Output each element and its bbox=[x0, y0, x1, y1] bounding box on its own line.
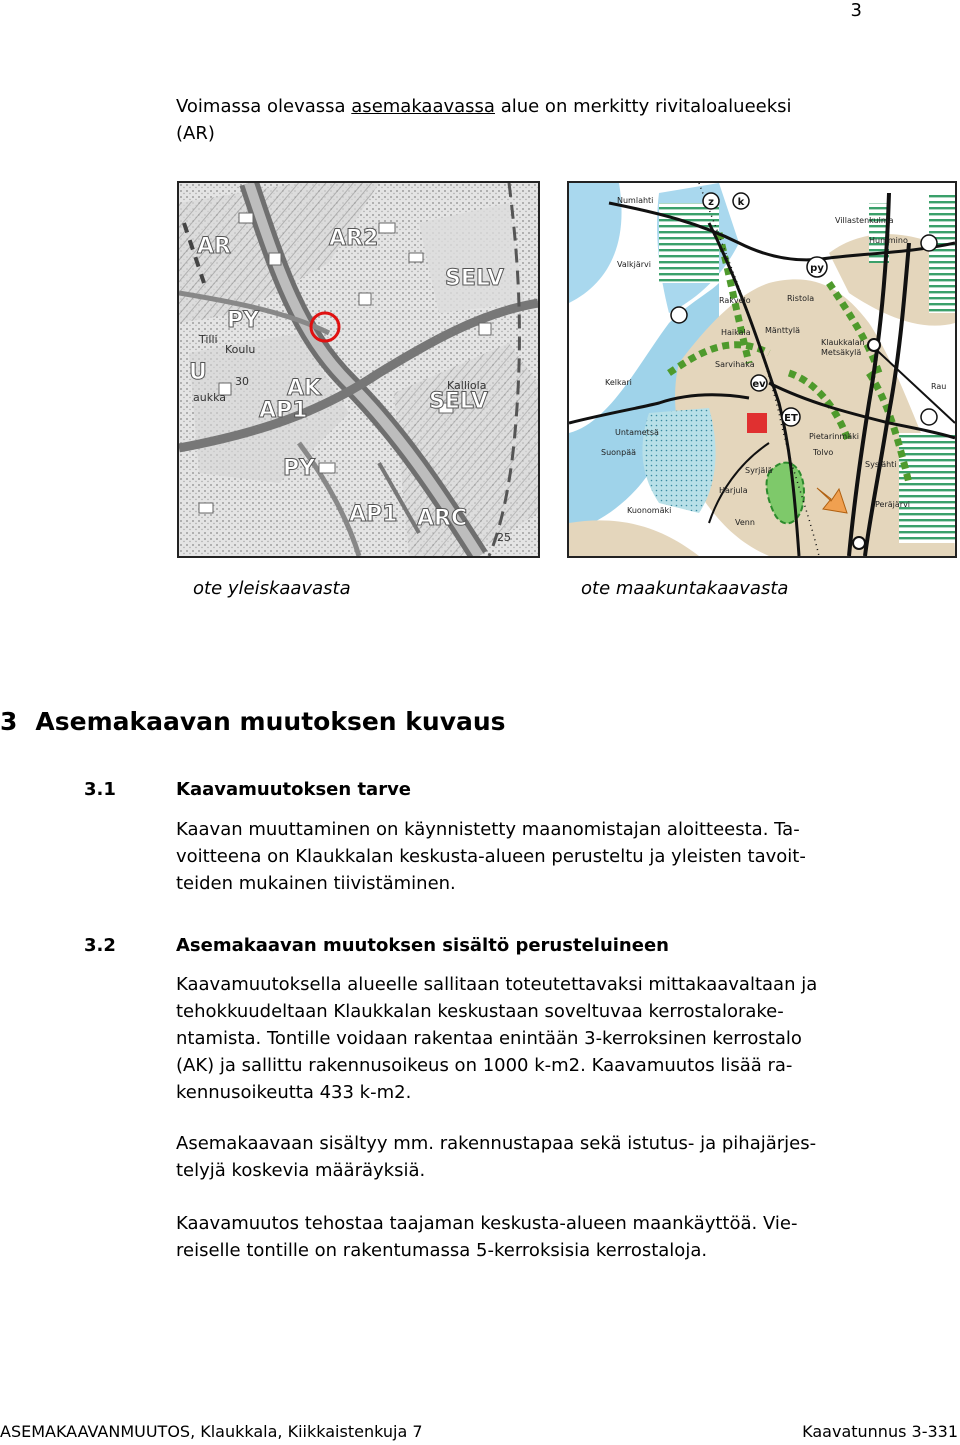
section-3-heading bbox=[0, 707, 506, 736]
caption-general-plan: ote yleiskaavasta bbox=[193, 578, 351, 599]
text-line: Kaavan muuttaminen on käynnistetty maanomistajan aloitteesta. Ta- bbox=[176, 819, 800, 840]
map-label-tilli: Tilli bbox=[199, 333, 218, 346]
map-label-ak: AK bbox=[287, 376, 322, 401]
symbol-py: py bbox=[810, 263, 824, 274]
caption-regional-plan: ote maakuntakaavasta bbox=[581, 578, 789, 599]
footer-plan-id: Kaavatunnus 3-331 bbox=[802, 1422, 958, 1441]
text-line: Kaavamuutoksella alueelle sallitaan toteutettavaksi mittakaavaltaan ja bbox=[176, 974, 818, 995]
regional-plan-map-drawing bbox=[569, 183, 955, 556]
place-pietarinmaki: Pietarinmäki bbox=[809, 432, 859, 441]
symbol-ev: ev bbox=[752, 379, 766, 390]
map-label-ap1b: AP1 bbox=[349, 502, 398, 527]
intro-text-after: alue on merkitty rivitaloalueeksi bbox=[494, 96, 792, 117]
regional-plan-map bbox=[567, 181, 957, 558]
place-venn: Venn bbox=[735, 518, 755, 527]
place-suonpaa: Suonpää bbox=[601, 448, 636, 457]
section-3-number: 3 bbox=[0, 707, 18, 736]
page-number: 3 bbox=[850, 0, 862, 21]
section-3-1-heading bbox=[84, 779, 411, 800]
place-perajarvi: Peräjärvi bbox=[875, 500, 911, 509]
symbol-et: ET bbox=[784, 413, 798, 424]
symbol-z: z bbox=[708, 197, 714, 208]
place-kelkari: Kelkari bbox=[605, 378, 632, 387]
section-3-2-number: 3.2 bbox=[84, 935, 116, 956]
map-label-ap1a: AP1 bbox=[259, 398, 308, 423]
map-label-py2: PY bbox=[283, 456, 316, 481]
text-line: Kaavamuutos tehostaa taajaman keskusta-alueen maankäyttöä. Vie- bbox=[176, 1213, 798, 1234]
place-klaukkalan: Klaukkalan bbox=[821, 338, 865, 347]
map-label-selv2: SELV bbox=[429, 389, 488, 414]
place-villasten: Villastenkulma bbox=[835, 216, 894, 225]
place-valkjarvi: Valkjärvi bbox=[617, 260, 651, 269]
section-3-1-number: 3.1 bbox=[84, 779, 116, 800]
section-3-2-paragraph-1 bbox=[176, 971, 817, 1106]
place-rau: Rau bbox=[931, 382, 947, 391]
place-rakvelo: Rakvelo bbox=[719, 296, 751, 305]
section-3-title: Asemakaavan muutoksen kuvaus bbox=[35, 707, 506, 736]
section-3-2-paragraph-3 bbox=[176, 1210, 797, 1264]
map-label-aukka: aukka bbox=[193, 391, 226, 404]
map-label-u: U bbox=[189, 360, 207, 385]
site-marker-square bbox=[747, 413, 767, 433]
section-3-2-title: Asemakaavan muutoksen sisältö perusteluineen bbox=[176, 935, 669, 956]
place-haikala: Haikala bbox=[721, 328, 751, 337]
text-line: tehokkuudeltaan Klaukkalan keskustaan soveltuvaa kerrostalorake- bbox=[176, 1001, 784, 1022]
place-marttyla: Mänttylä bbox=[765, 326, 801, 335]
text-line: (AK) ja sallittu rakennusoikeus on 1000 k-m2. Kaavamuutos lisää ra- bbox=[176, 1055, 793, 1076]
place-metsakyla: Metsäkylä bbox=[821, 348, 862, 357]
map-label-py: PY bbox=[227, 308, 260, 333]
intro-link[interactable]: asemakaavassa bbox=[351, 96, 495, 117]
text-line: telyjä koskevia määräyksiä. bbox=[176, 1160, 426, 1181]
map-label-25: 25 bbox=[497, 531, 511, 544]
general-plan-map bbox=[177, 181, 540, 558]
map-label-arc: ARC bbox=[417, 506, 468, 531]
footer-document-title: ASEMAKAAVANMUUTOS, Klaukkala, Kiikkaistenkuja 7 bbox=[0, 1422, 423, 1441]
symbol-k: k bbox=[737, 197, 745, 208]
place-kuonomaki: Kuonomäki bbox=[627, 506, 672, 515]
intro-paragraph bbox=[176, 93, 792, 147]
section-3-2-paragraph-2 bbox=[176, 1130, 816, 1184]
place-untamets: Untametsä bbox=[615, 428, 659, 437]
general-plan-map-drawing bbox=[179, 183, 538, 556]
text-line: reiselle tontille on rakentumassa 5-kerroksisia kerrostaloja. bbox=[176, 1240, 708, 1261]
intro-text-line2: (AR) bbox=[176, 123, 215, 144]
map-label-ar2: AR2 bbox=[329, 226, 379, 251]
place-sarviheka: Sarvihaka bbox=[715, 360, 755, 369]
place-ristola: Ristola bbox=[787, 294, 815, 303]
place-tolvo: Tolvo bbox=[813, 448, 834, 457]
text-line: kennusoikeutta 433 k-m2. bbox=[176, 1082, 412, 1103]
text-line: Asemakaavaan sisältyy mm. rakennustapaa sekä istutus- ja pihajärjes- bbox=[176, 1133, 817, 1154]
place-syslam: Syslähti bbox=[865, 460, 897, 469]
place-harjula: Harjula bbox=[719, 486, 748, 495]
place-hummino: Hummino bbox=[869, 236, 908, 245]
map-label-kalliola: Kalliola bbox=[447, 379, 487, 392]
place-syrjala: Syrjälä bbox=[745, 466, 773, 475]
map-label-ar: AR bbox=[197, 234, 231, 259]
map-label-selv: SELV bbox=[445, 266, 504, 291]
place-numlahti: Numlahti bbox=[617, 196, 654, 205]
text-line: teiden mukainen tiivistäminen. bbox=[176, 873, 456, 894]
map-label-30: 30 bbox=[235, 375, 249, 388]
intro-text-before: Voimassa olevassa bbox=[176, 96, 352, 117]
section-3-1-title: Kaavamuutoksen tarve bbox=[176, 779, 412, 800]
section-3-1-paragraph bbox=[176, 816, 806, 897]
text-line: voitteena on Klaukkalan keskusta-alueen perusteltu ja yleisten tavoit- bbox=[176, 846, 806, 867]
section-3-2-heading bbox=[84, 935, 669, 956]
map-label-koulu: Koulu bbox=[225, 343, 256, 356]
text-line: ntamista. Tontille voidaan rakentaa enintään 3-kerroksinen kerrostalo bbox=[176, 1028, 802, 1049]
